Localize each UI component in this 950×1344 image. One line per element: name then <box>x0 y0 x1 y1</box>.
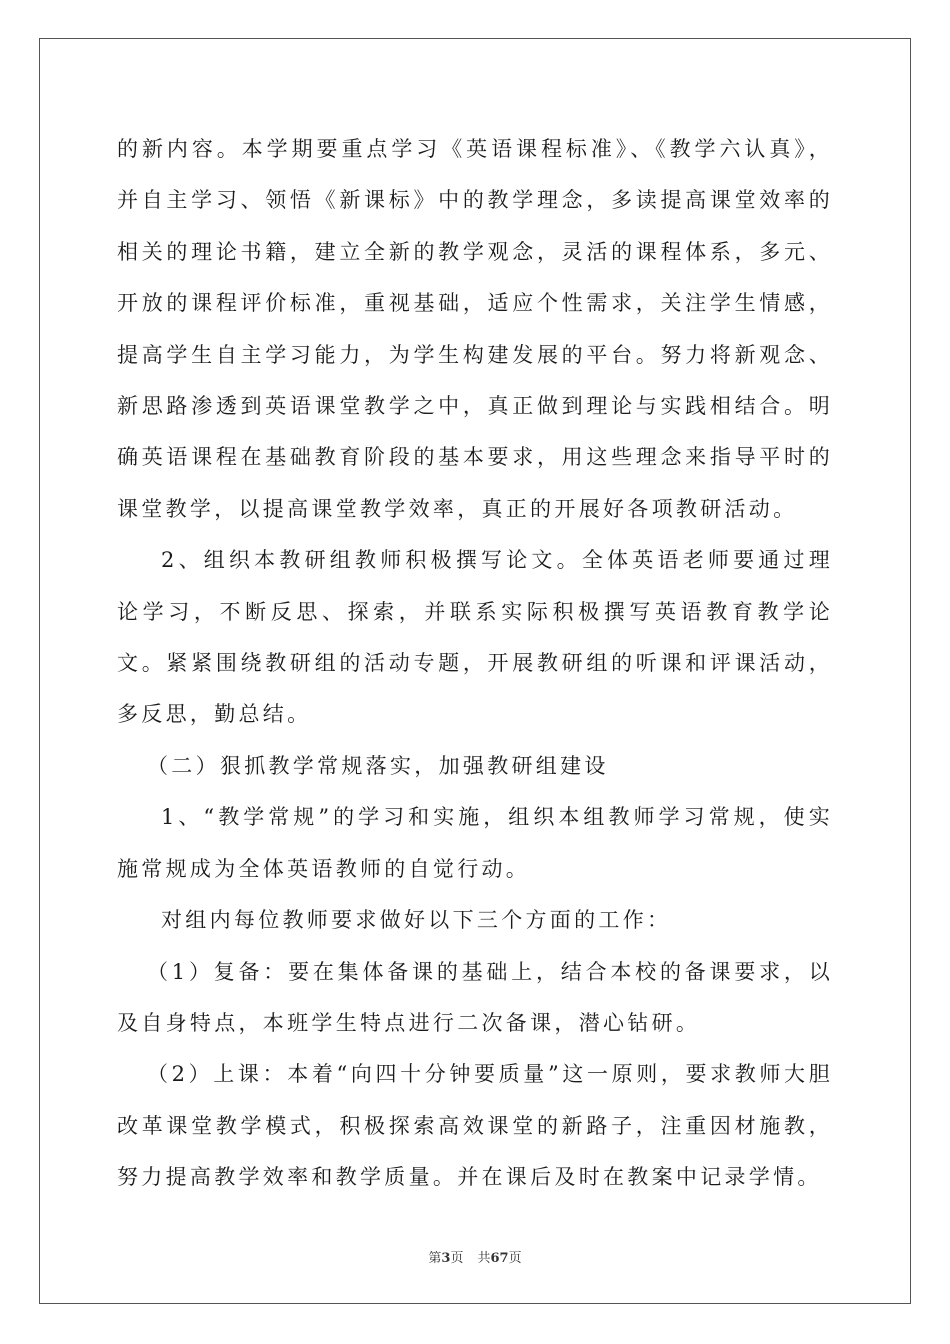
page-suffix: 页 <box>450 1251 464 1266</box>
page-prefix: 第 <box>428 1251 442 1266</box>
total-pages: 67 <box>490 1251 509 1266</box>
paragraph-2: 2、组织本教研组教师积极撰写论文。全体英语老师要通过理论学习，不断反思、探索，并联系实际积极撰写英语教育教学论文。紧紧围绕教研组的活动专题，开展教研组的听课和评课活动，多反思，勤总结。 <box>117 548 833 727</box>
section-heading: （二）狠抓教学常规落实，加强教研组建设 <box>147 753 609 778</box>
paragraph-7: （2）上课：本着“向四十分钟要质量”这一原则，要求教师大胆改革课堂教学模式，积极探索高效课堂的新路子，注重因材施教，努力提高教学效率和教学质量。并在课后及时在教案中记录学情。 <box>117 1062 833 1190</box>
paragraph-1: 的新内容。本学期要重点学习《英语课程标准》、《教学六认真》，并自主学习、领悟《新课标》中的教学理念，多读提高课堂效率的相关的理论书籍，建立全新的教学观念，灵活的课程体系，多元、开放的课程评价标准，重视基础，适应个性需求，关注学生情感，提高学生自主学习能力，为学生构建发展的平台。努力将新观念、新思路渗透到英语课堂教学之中，真正做到理论与实践相结合。明确英语课程在基础教育阶段的基本要求，用这些理念来指导平时的课堂教学，以提高课堂教学效率，真正的开展好各项教研活动。 <box>117 137 833 521</box>
paragraph-4: 1、“教学常规”的学习和实施，组织本组教师学习常规，使实施常规成为全体英语教师的自觉行动。 <box>117 805 833 881</box>
document-body <box>117 124 833 1204</box>
page-footer <box>0 1247 950 1266</box>
page-number: 3 <box>441 1251 451 1266</box>
total-prefix: 共 <box>477 1251 491 1266</box>
paragraph-5: 对组内每位教师要求做好以下三个方面的工作： <box>161 908 672 933</box>
paragraph-6: （1）复备：要在集体备课的基础上，结合本校的备课要求，以及自身特点，本班学生特点进行二次备课，潜心钻研。 <box>117 959 833 1035</box>
total-suffix: 页 <box>508 1251 522 1266</box>
